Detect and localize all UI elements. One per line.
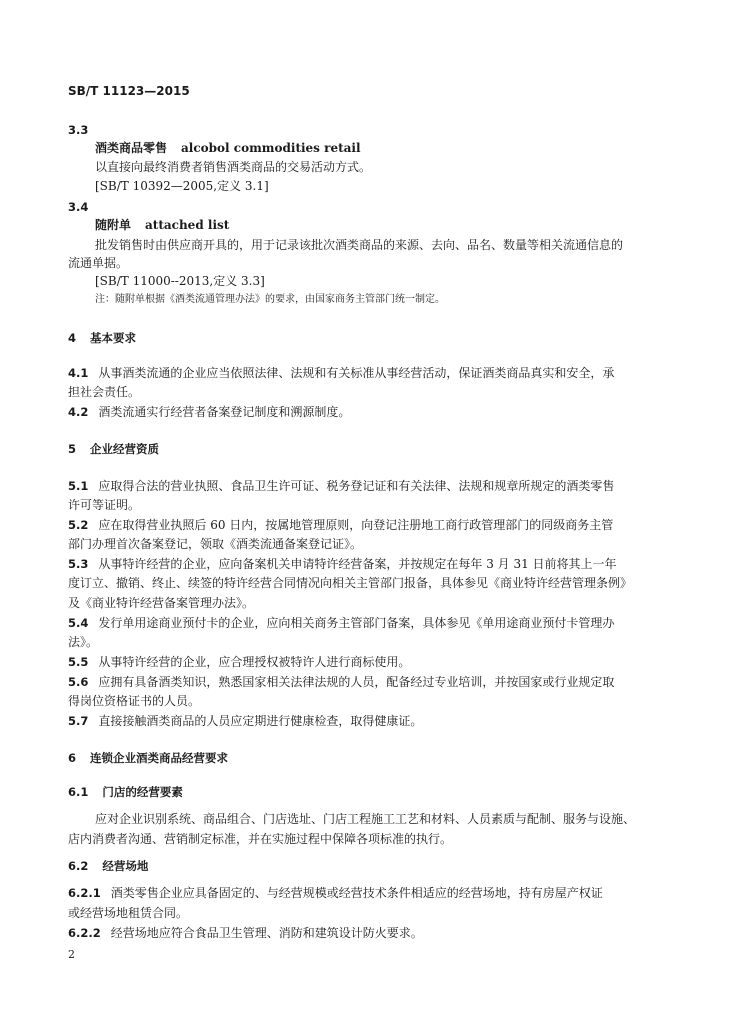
clause-line: 应对企业识别系统、商品组合、门店选址、门店工程施工工艺和材料、人员素质与配制、服务与设施、 xyxy=(95,812,636,826)
section-title: 企业经营资质 xyxy=(90,442,160,456)
clause-text xyxy=(68,404,350,420)
subsection-title: 经营场地 xyxy=(102,859,149,873)
subsection-title: 门店的经营要素 xyxy=(102,785,183,799)
subsection-number: 6.2 xyxy=(68,859,89,873)
clause-number: 3.4 xyxy=(68,200,89,214)
section-number: 5 xyxy=(68,442,77,456)
clause-line: 得岗位资格证书的人员。 xyxy=(68,694,201,708)
section-number: 4 xyxy=(68,331,77,345)
clause-text xyxy=(68,365,614,381)
clause-line: 酒类流通实行经营者备案登记制度和溯源制度。 xyxy=(98,405,351,419)
clause-line: 直接接触酒类商品的人员应定期进行健康检查，取得健康证。 xyxy=(98,714,423,728)
clause-number: 6.2.2 xyxy=(68,926,101,940)
term-english: alcobol commodities retail xyxy=(181,141,361,155)
definition-text: 流通单据。 xyxy=(68,256,129,270)
clause-line: 应在取得营业执照后 60 日内，按属地管理原则，向登记注册地工商行政管理部门的同级商务主管 xyxy=(98,518,614,532)
section-title: 基本要求 xyxy=(90,331,137,345)
term-english: attached list xyxy=(145,218,230,232)
section-title: 连锁企业酒类商品经营要求 xyxy=(90,751,229,765)
definition-text: 以直接向最终消费者销售酒类商品的交易活动方式。 xyxy=(95,160,372,174)
clause-line: 从事特许经营的企业，应合理授权被特许人进行商标使用。 xyxy=(98,655,411,669)
clause-line: 及《商业特许经营备案管理办法》。 xyxy=(68,596,255,610)
subsection-number: 6.1 xyxy=(68,785,89,799)
clause-line: 从事酒类流通的企业应当依照法律、法规和有关标准从事经营活动，保证酒类商品真实和安全，承 xyxy=(98,366,615,380)
clause-text xyxy=(68,674,614,690)
clause-line: 法》。 xyxy=(68,635,99,649)
subsection-heading xyxy=(68,858,148,874)
clause-text xyxy=(68,478,614,494)
term-heading xyxy=(95,140,361,156)
section-heading xyxy=(68,750,228,766)
clause-line: 或经营场地租赁合同。 xyxy=(68,906,189,920)
clause-line: 担社会责任。 xyxy=(68,385,141,399)
section-heading xyxy=(68,441,159,457)
clause-text xyxy=(68,713,422,729)
clause-number: 4.2 xyxy=(68,405,89,419)
clause-number: 3.3 xyxy=(68,123,89,137)
clause-number: 5.2 xyxy=(68,518,89,532)
clause-line: 应拥有具备酒类知识，熟悉国家相关法律法规的人员，配备经过专业培训，并按国家或行业规定取 xyxy=(98,675,615,689)
clause-number: 5.3 xyxy=(68,557,89,571)
clause-line: 店内消费者沟通、营销制定标准，并在实施过程中保障各项标准的执行。 xyxy=(68,832,453,846)
clause-line: 度订立、撤销、终止、续签的特许经营合同情况向相关主管部门报备，具体参见《商业特许经营管理条例》 xyxy=(68,576,633,590)
reference-text: [SB/T 10392—2005,定义 3.1] xyxy=(95,179,269,193)
reference-text: [SB/T 11000--2013,定义 3.3] xyxy=(95,274,265,288)
clause-text xyxy=(68,556,617,572)
section-heading xyxy=(68,330,136,346)
clause-number: 5.4 xyxy=(68,616,89,630)
section-number: 6 xyxy=(68,751,77,765)
clause-line: 经营场地应符合食品卫生管理、消防和建筑设计防火要求。 xyxy=(110,926,423,940)
clause-number: 6.2.1 xyxy=(68,886,101,900)
clause-text xyxy=(68,885,603,901)
subsection-heading xyxy=(68,784,183,800)
clause-line: 发行单用途商业预付卡的企业，应向相关商务主管部门备案，具体参见《单用途商业预付卡管理办 xyxy=(98,616,615,630)
clause-line: 酒类零售企业应具备固定的、与经营规模或经营技术条件相适应的经营场地，持有房屋产权证 xyxy=(110,886,603,900)
clause-text xyxy=(68,654,410,670)
clause-text xyxy=(68,925,423,941)
clause-line: 部门办理首次备案登记，领取《酒类流通备案登记证》。 xyxy=(68,537,363,551)
clause-text xyxy=(68,615,614,631)
clause-text xyxy=(68,517,613,533)
term-chinese: 随附单 xyxy=(95,218,132,232)
clause-number: 5.7 xyxy=(68,714,89,728)
clause-number: 5.6 xyxy=(68,675,89,689)
clause-line: 许可等证明。 xyxy=(68,498,141,512)
clause-line: 应取得合法的营业执照、食品卫生许可证、税务登记证和有关法律、法规和规章所规定的酒类零售 xyxy=(98,479,615,493)
standard-code-header: SB/T 11123—2015 xyxy=(68,84,190,98)
term-heading xyxy=(95,217,229,233)
definition-text: 批发销售时由供应商开具的，用于记录该批次酒类商品的来源、去向、品名、数量等相关流通信息的 xyxy=(95,238,624,252)
note-text: 注：随附单根据《酒类流通管理办法》的要求，由国家商务主管部门统一制定。 xyxy=(95,294,445,305)
term-chinese: 酒类商品零售 xyxy=(95,141,168,155)
page-number: 2 xyxy=(68,948,75,961)
clause-line: 从事特许经营的企业，应向备案机关申请特许经营备案，并按规定在每年 3 月 31 日前将其上一年 xyxy=(98,557,617,571)
clause-number: 5.1 xyxy=(68,479,89,493)
clause-number: 5.5 xyxy=(68,655,89,669)
clause-number: 4.1 xyxy=(68,366,89,380)
